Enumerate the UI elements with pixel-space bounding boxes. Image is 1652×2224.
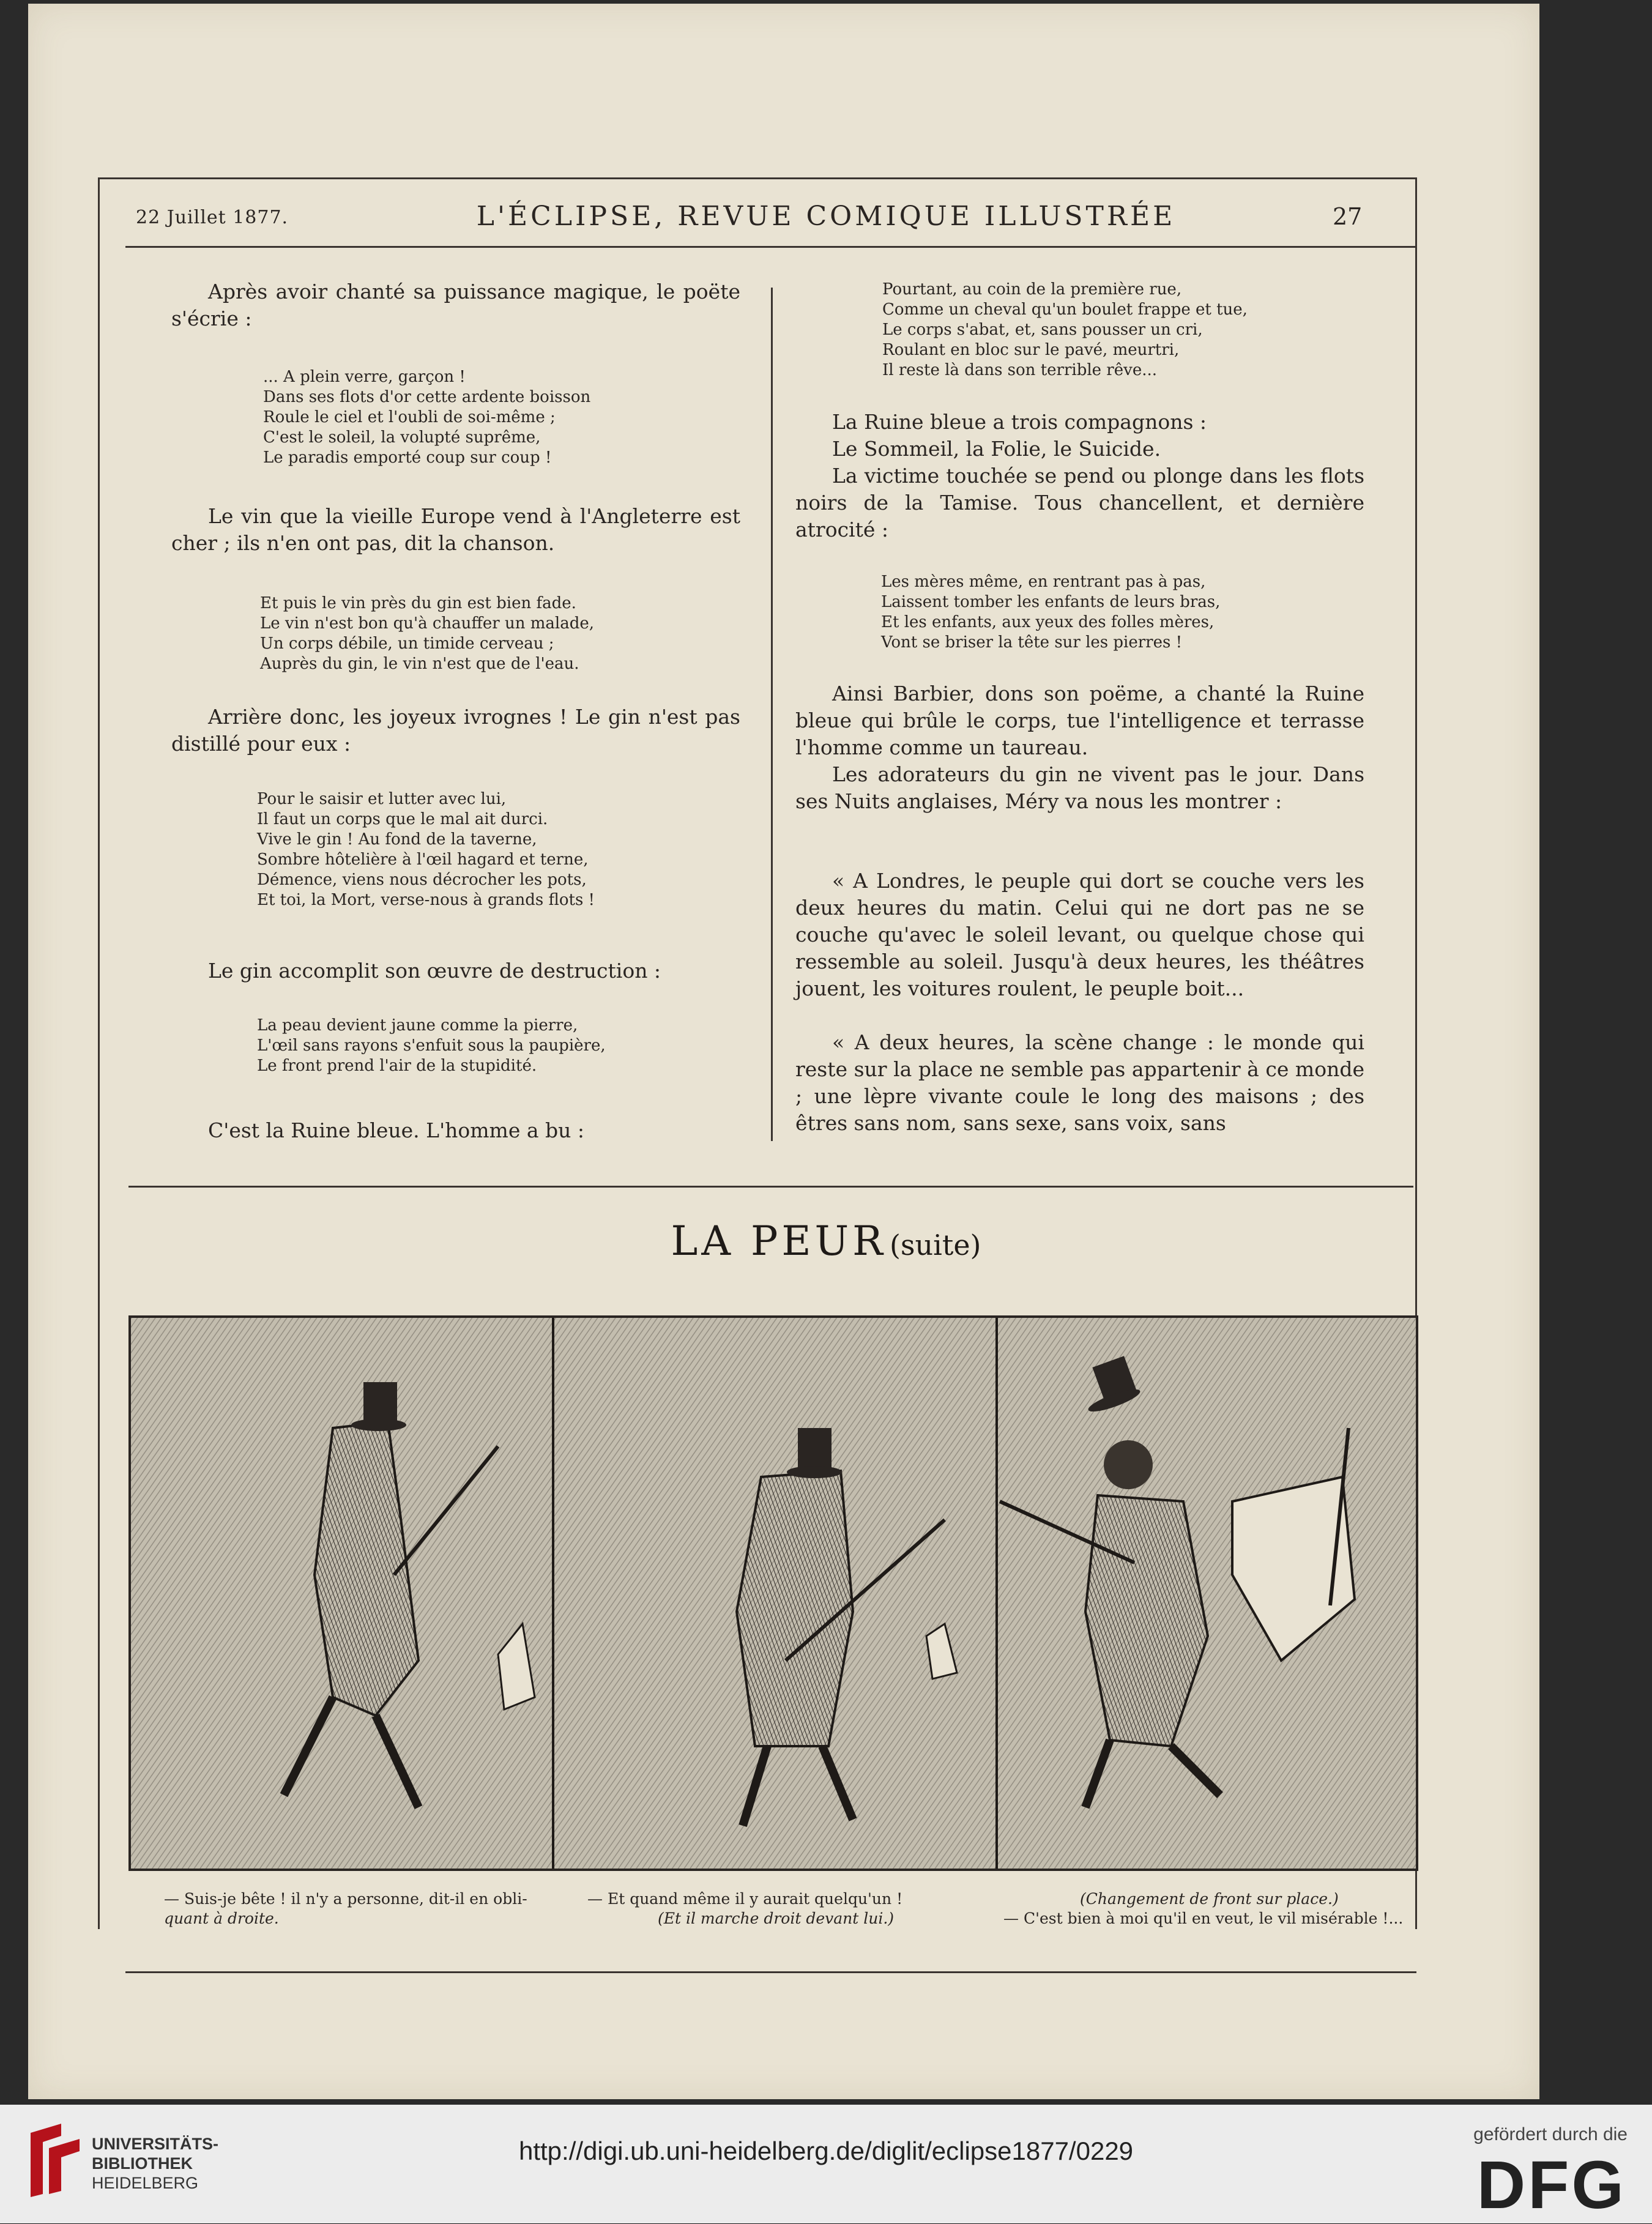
caption-panel-2-line-1: — Et quand même il y aurait quelqu'un ! xyxy=(587,1890,903,1908)
verse-line: Vive le gin ! Au fond de la taverne, xyxy=(257,830,537,849)
left-paragraph-5: C'est la Ruine bleue. L'homme a bu : xyxy=(208,1118,585,1142)
page-number: 27 xyxy=(1333,203,1363,230)
verse-line: Laissent tomber les enfants de leurs bras, xyxy=(881,593,1221,611)
library-name-line-3: HEIDELBERG xyxy=(92,2174,199,2192)
left-paragraph-3: Arrière donc, les joyeux ivrognes ! Le gin n'est pas distillé pour eux : xyxy=(171,705,740,756)
verse-line: Un corps débile, un timide cerveau ; xyxy=(260,634,554,653)
verse-line: C'est le soleil, la volupté suprême, xyxy=(263,428,541,447)
verse-line: Les mères même, en rentrant pas à pas, xyxy=(881,573,1206,591)
verse-line: Il faut un corps que le mal ait durci. xyxy=(257,810,548,828)
verse-line: Il reste là dans son terrible rêve... xyxy=(882,361,1157,379)
caption-panel-2-line-2: (Et il marche droit devant lui.) xyxy=(658,1910,895,1927)
verse-line: Comme un cheval qu'un boulet frappe et tue, xyxy=(882,300,1248,319)
verse-line: Le front prend l'air de la stupidité. xyxy=(257,1057,537,1075)
column-separator xyxy=(771,288,773,1141)
verse-line: Roulant en bloc sur le pavé, meurtri, xyxy=(882,341,1180,359)
funded-by-label: gefördert durch die xyxy=(1473,2124,1628,2144)
section-rule xyxy=(128,1186,1413,1188)
comic-strip xyxy=(128,1315,1418,1871)
verse-line: Et les enfants, aux yeux des folles mères, xyxy=(881,613,1215,631)
left-paragraph-2 xyxy=(171,503,740,557)
left-verse-4 xyxy=(257,1016,606,1076)
verse-line: L'œil sans rayons s'enfuit sous la paupière, xyxy=(257,1036,606,1055)
left-verse-1 xyxy=(263,367,590,468)
verse-line: Sombre hôtelière à l'œil hagard et terne, xyxy=(257,850,589,869)
permalink-url[interactable]: http://digi.ub.uni-heidelberg.de/diglit/eclipse1877/0229 xyxy=(518,2137,1134,2165)
verse-line: Le vin n'est bon qu'à chauffer un malade, xyxy=(260,614,594,633)
left-verse-3 xyxy=(257,789,595,910)
right-paragraph-5: Les adorateurs du gin ne vivent pas le jour. Dans ses Nuits anglaises, Méry va nous les montrer : xyxy=(795,762,1364,813)
library-name-line-1: UNIVERSITÄTS- xyxy=(92,2135,219,2153)
header-rule xyxy=(125,246,1416,248)
verse-line: Pourtant, au coin de la première rue, xyxy=(882,280,1182,299)
left-paragraph-4: Le gin accomplit son œuvre de destruction : xyxy=(208,959,661,983)
caption-panel-1-line-2: quant à droite. xyxy=(164,1910,279,1927)
publication-title: L'ÉCLIPSE, REVUE COMIQUE ILLUSTRÉE xyxy=(476,201,1176,232)
illustration-title-main: LA PEUR xyxy=(671,1218,887,1265)
verse-line: Pour le saisir et lutter avec lui, xyxy=(257,790,507,808)
verse-line: Le paradis emporté coup sur coup ! xyxy=(263,448,552,467)
dfg-logo: DFG xyxy=(1476,2148,1626,2223)
illustration-title xyxy=(0,1218,1652,1265)
illustration-title-sub: (suite) xyxy=(889,1229,981,1262)
caption-panel-3-line-2: — C'est bien à moi qu'il en veut, le vil misérable !... xyxy=(1003,1910,1404,1927)
verse-line: Démence, viens nous décrocher les pots, xyxy=(257,871,587,889)
left-verse-2 xyxy=(260,593,594,674)
verse-line: Le corps s'abat, et, sans pousser un cri, xyxy=(882,321,1203,339)
right-verse-1 xyxy=(882,280,1248,381)
right-paragraph-3: La victime touchée se pend ou plonge dans les flots noirs de la Tamise. Tous chancellent, et dernière atrocité : xyxy=(795,464,1364,541)
verse-line: Roule le ciel et l'oubli de soi-même ; xyxy=(263,408,556,426)
verse-line: Auprès du gin, le vin n'est que de l'eau. xyxy=(260,655,579,673)
issue-date: 22 Juillet 1877. xyxy=(136,207,289,228)
right-paragraph-4: Ainsi Barbier, dons son poëme, a chanté la Ruine bleue qui brûle le corps, tue l'intelligence et terrasse l'homme comme un taureau. xyxy=(795,682,1364,759)
verse-line: Dans ses flots d'or cette ardente boisson xyxy=(263,388,591,406)
right-paragraph-1: La Ruine bleue a trois compagnons : xyxy=(832,410,1207,434)
verse-line: Vont se briser la tête sur les pierres ! xyxy=(881,633,1183,652)
right-paragraph-6: « A Londres, le peuple qui dort se couche vers les deux heures du matin. Celui qui ne dort pas ne se couche qu'avec le soleil levant, ou quelque chose qui ressemble au soleil. Jusqu'à deux heures, les théâtres jouent, les voitures roulent, le peuple boit... xyxy=(795,869,1364,1000)
caption-panel-3-line-1: (Changement de front sur place.) xyxy=(1080,1890,1339,1908)
verse-line: Et toi, la Mort, verse-nous à grands flots ! xyxy=(257,891,595,909)
bottom-rule xyxy=(125,1971,1416,1973)
p2-text: Le vin que la vieille Europe vend à l'Angleterre est cher ; ils n'en ont pas, dit la chanson. xyxy=(171,504,740,555)
verse-line: ... A plein verre, garçon ! xyxy=(263,368,466,386)
comic-strip-drawing xyxy=(131,1318,1416,1869)
left-paragraph-1: Après avoir chanté sa puissance magique, le poëte s'écrie : xyxy=(171,280,740,330)
library-name-line-2: BIBLIOTHEK xyxy=(92,2154,193,2173)
right-paragraph-7: « A deux heures, la scène change : le monde qui reste sur la place ne semble pas appartenir à ce monde ; une lèpre vivante coule le long des maisons ; des êtres sans nom, sans sexe, sans voix, sans xyxy=(795,1030,1364,1135)
right-paragraph-2: Le Sommeil, la Folie, le Suicide. xyxy=(832,437,1161,461)
caption-panel-1-line-1: — Suis-je bête ! il n'y a personne, dit-il en obli- xyxy=(164,1890,527,1908)
verse-line: La peau devient jaune comme la pierre, xyxy=(257,1016,578,1035)
verse-line: Et puis le vin près du gin est bien fade. xyxy=(260,594,576,612)
right-verse-2 xyxy=(881,572,1220,653)
